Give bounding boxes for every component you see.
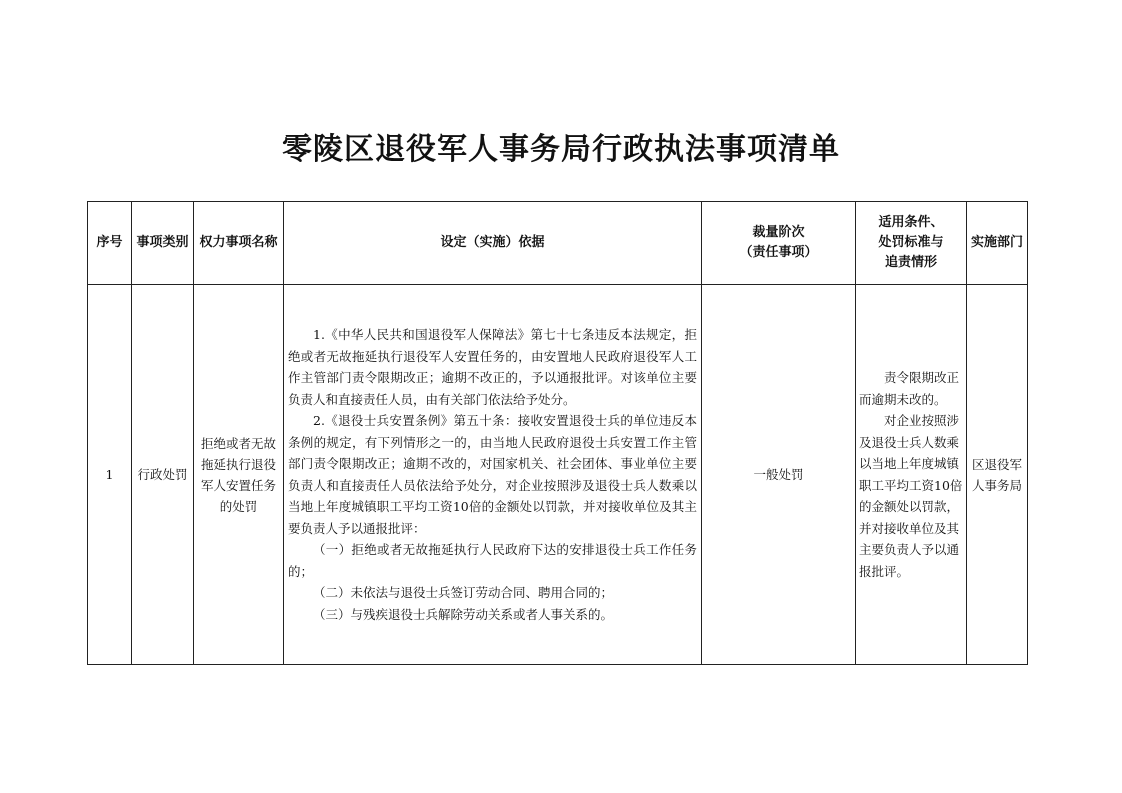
row-department	[967, 285, 1028, 665]
condition-paragraph-2: 对企业按照涉及退役士兵人数乘以当地上年度城镇职工平均工资10倍的金额处以罚款，并对接收单位及其主要负责人予以通报批评。	[859, 413, 963, 579]
page-title: 零陵区退役军人事务局行政执法事项清单	[282, 132, 840, 167]
row-item-name-text: 拒绝或者无故拖延执行退役军人安置任务的处罚	[200, 435, 276, 514]
row-category: 行政处罚	[132, 285, 194, 665]
header-level-line1: 裁量阶次	[752, 225, 805, 240]
basis-paragraph-2: 2.《退役士兵安置条例》第五十条：接收安置退役士兵的单位违反本条例的规定，有下列情形之一的，由当地人民政府退役士兵安置工作主管部门责令限期改正；逾期不改的，对国家机关、社会团体、事业单位主要负责人和直接责任人员依法给予处分，对企业按照涉及退役士兵人数乘以当地上年度城镇职工平均工资10倍的金额处以罚款，并对接收单位及其主要负责人予以通报批评：	[288, 413, 697, 536]
header-department: 实施部门	[967, 202, 1028, 285]
basis-clause-3: （三）与残疾退役士兵解除劳动关系或者人事关系的。	[313, 606, 614, 622]
row-seq: 1	[88, 285, 132, 665]
row-conditions	[856, 285, 967, 665]
header-seq: 序号	[88, 202, 132, 285]
basis-text	[284, 324, 701, 625]
enforcement-items-table	[87, 201, 1028, 665]
header-condition-line3: 追责情形	[884, 255, 937, 270]
basis-clause-1: （一）拒绝或者无故拖延执行人民政府下达的安排退役士兵工作任务的；	[288, 542, 697, 579]
condition-text	[856, 367, 966, 582]
header-condition-line1: 适用条件、	[878, 215, 944, 230]
row-department-text: 区退役军人事务局	[971, 456, 1022, 493]
header-condition-line2: 处罚标准与	[878, 235, 944, 250]
table-header-row	[88, 202, 1028, 285]
basis-paragraph-1: 1.《中华人民共和国退役军人保障法》第七十七条违反本法规定，拒绝或者无故拖延执行退役军人安置任务的，由安置地人民政府退役军人工作主管部门责令限期改正；逾期不改正的，予以通报批评。对该单位主要负责人和直接责任人员，由有关部门依法给予处分。	[288, 327, 697, 407]
table-row	[88, 285, 1028, 665]
row-discretion-level: 一般处罚	[702, 285, 856, 665]
row-basis	[284, 285, 702, 665]
row-item-name	[194, 285, 284, 665]
header-item-name: 权力事项名称	[194, 202, 284, 285]
basis-clause-2: （二）未依法与退役士兵签订劳动合同、聘用合同的；	[313, 585, 614, 600]
header-basis: 设定（实施）依据	[284, 202, 702, 285]
condition-paragraph-1: 责令限期改正而逾期未改的。	[859, 370, 960, 407]
header-conditions	[856, 202, 967, 285]
header-category: 事项类别	[132, 202, 194, 285]
header-discretion-level	[702, 202, 856, 285]
header-level-line2: （责任事项）	[739, 245, 818, 260]
